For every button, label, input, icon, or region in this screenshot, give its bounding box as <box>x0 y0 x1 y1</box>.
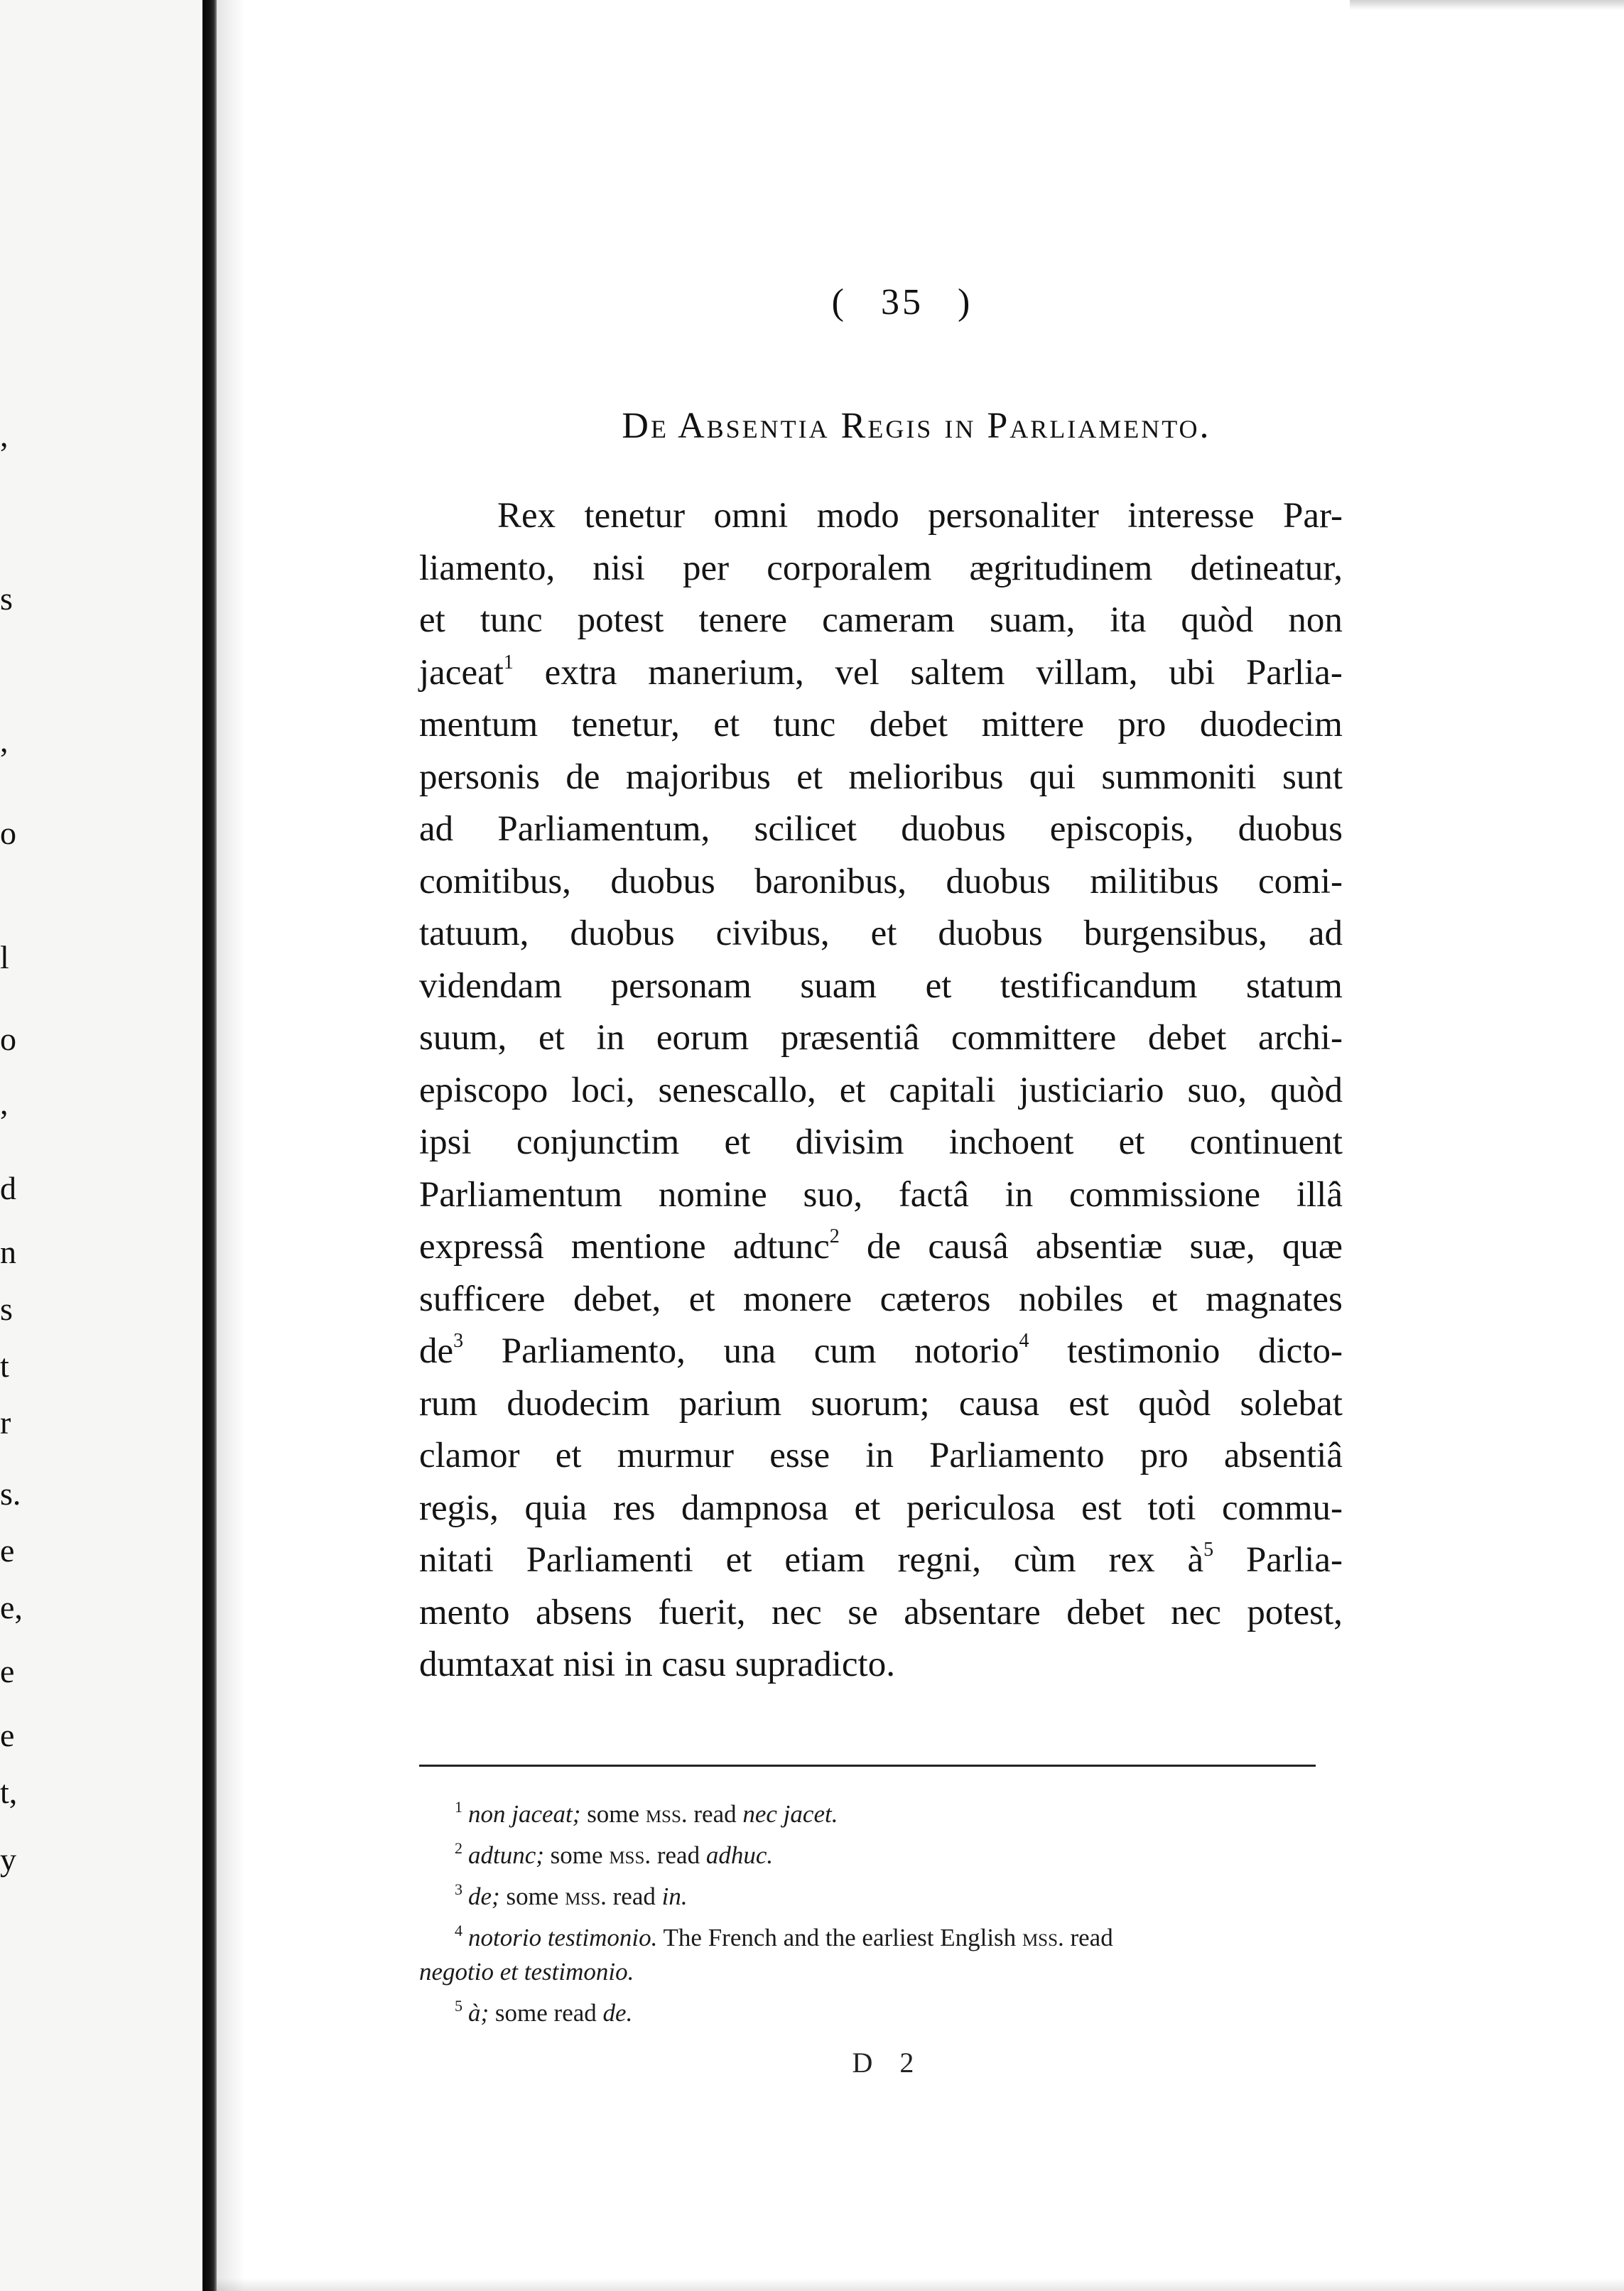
word: et <box>555 1436 582 1475</box>
text-line <box>419 1378 1343 1431</box>
word: solebat <box>1240 1383 1343 1424</box>
footnote-mss: mss. <box>1022 1924 1064 1951</box>
word: Rex <box>497 496 556 536</box>
word: dumtaxat <box>419 1645 554 1684</box>
word: rum <box>419 1383 478 1424</box>
word: Parliamento <box>929 1436 1105 1475</box>
footnote-alt: adhuc. <box>705 1841 774 1869</box>
word: conjunctim <box>516 1122 680 1162</box>
word: cùm <box>1013 1540 1076 1580</box>
word: et <box>839 1070 866 1110</box>
text-line <box>419 543 1343 595</box>
word: cæteros <box>879 1279 991 1319</box>
page-bottom-shadow <box>217 2278 1624 2291</box>
word: de <box>565 757 600 797</box>
word: potest <box>577 600 664 640</box>
signature-mark: D 2 <box>852 2047 924 2079</box>
text-line <box>419 490 1343 543</box>
footnote-term: non jaceat; <box>468 1800 581 1828</box>
word: ubi <box>1169 652 1216 693</box>
word: nobiles <box>1019 1279 1124 1319</box>
word: detineatur, <box>1190 548 1343 588</box>
word: mentione <box>570 1227 706 1267</box>
book-gutter <box>202 0 217 2291</box>
word: etiam <box>784 1540 865 1580</box>
word: tunc <box>480 600 543 640</box>
word: ægritudinem <box>969 548 1153 588</box>
page-number-value: 35 <box>881 282 924 323</box>
footnote-marker: 2 <box>829 1225 840 1247</box>
word: Parliamentum, <box>497 809 710 849</box>
facing-page-fragment: e <box>0 1653 15 1689</box>
word: ad <box>419 809 454 849</box>
word: monere <box>743 1279 852 1319</box>
word: majoribus <box>625 757 771 797</box>
word: qui <box>1029 757 1076 797</box>
word: notorio$^4$ <box>914 1330 1029 1371</box>
word: et <box>870 914 897 953</box>
word: sunt <box>1282 757 1343 797</box>
word: videndam <box>419 965 563 1006</box>
word: nisi <box>592 548 645 588</box>
word: baronibus, <box>754 861 907 901</box>
footnote-text: read <box>553 1999 597 2027</box>
word: in <box>624 1645 653 1684</box>
facing-page-fragment: , <box>0 722 9 759</box>
word: dicto- <box>1258 1331 1343 1371</box>
text-line <box>419 803 1343 856</box>
word: quæ <box>1282 1227 1343 1267</box>
word: melioribus <box>848 757 1004 797</box>
word: scilicet <box>754 809 857 849</box>
footnote-term: adtunc; <box>468 1841 544 1869</box>
word: mentum <box>419 705 538 744</box>
facing-page-fragment: s <box>0 1291 13 1327</box>
word: expressâ <box>419 1227 544 1267</box>
word: continuent <box>1189 1122 1343 1162</box>
word: Parlia- <box>1245 652 1343 693</box>
footnote-mss: mss. <box>645 1800 688 1828</box>
word: modo <box>816 496 899 536</box>
footnote-text: some <box>550 1841 603 1869</box>
word: suum, <box>419 1018 507 1058</box>
word: tunc <box>773 705 836 744</box>
word: duobus <box>946 861 1051 901</box>
word: inchoent <box>948 1122 1074 1162</box>
footnote-text: read <box>693 1800 737 1828</box>
word: quòd <box>1270 1070 1343 1110</box>
footnote <box>419 1989 1316 2030</box>
facing-page-fragment: t, <box>0 1774 18 1810</box>
word: regni, <box>897 1540 982 1580</box>
footnote-term: notorio testimonio. <box>468 1924 658 1951</box>
word: archi- <box>1258 1018 1343 1058</box>
footnote-text: some <box>494 1999 548 2027</box>
word: loci, <box>571 1070 635 1110</box>
word: statum <box>1245 965 1343 1006</box>
word: absentiæ <box>1035 1227 1163 1267</box>
word: suo, <box>1187 1070 1247 1110</box>
word: esse <box>769 1436 830 1475</box>
word: rex <box>1108 1540 1155 1580</box>
text-line <box>419 908 1343 960</box>
facing-page-fragment: s <box>0 580 13 617</box>
word: militibus <box>1090 861 1219 901</box>
word: murmur <box>617 1436 735 1475</box>
word: debet <box>1066 1592 1145 1632</box>
text-line <box>419 1326 1343 1378</box>
word: et <box>724 1122 751 1162</box>
word: in <box>596 1018 625 1058</box>
text-line <box>419 1012 1343 1065</box>
facing-page-fragment: , <box>0 417 9 453</box>
word: mento <box>419 1592 510 1632</box>
facing-page-fragment: s. <box>0 1475 21 1512</box>
footnote-number: 2 <box>455 1839 462 1857</box>
word: civibus, <box>715 914 830 953</box>
word: duobus <box>1238 809 1343 849</box>
footnote-text: read <box>612 1883 656 1910</box>
footnote-term: à; <box>468 1999 489 2027</box>
facing-page-fragment: o <box>0 1021 16 1057</box>
paren-close: ) <box>958 282 973 323</box>
word: absens <box>535 1592 632 1632</box>
word: supradicto. <box>735 1645 895 1684</box>
chapter-title: De Absentia Regis in Parliamento. <box>622 406 1211 446</box>
word: liamento, <box>419 548 556 588</box>
footnote-number: 5 <box>455 1997 462 2015</box>
word: summoniti <box>1101 757 1257 797</box>
word: et <box>538 1018 565 1058</box>
word: et <box>1151 1279 1178 1319</box>
word: sufficere <box>419 1279 546 1319</box>
facing-page-fragment: e <box>0 1717 15 1753</box>
word: nec <box>1171 1592 1221 1632</box>
word: et <box>925 965 952 1006</box>
text-line <box>419 699 1343 752</box>
footnote <box>419 1873 1316 1914</box>
facing-page-fragment: , <box>0 1085 9 1121</box>
word: debet <box>1147 1018 1227 1058</box>
word: ita <box>1110 600 1147 640</box>
word: et <box>419 600 445 640</box>
word: personis <box>419 757 540 797</box>
facing-page-fragment: e, <box>0 1589 23 1625</box>
word: saltem <box>910 652 1005 693</box>
word: et <box>725 1540 752 1580</box>
word: cum <box>813 1331 877 1371</box>
facing-page-fragment: t <box>0 1348 9 1384</box>
word: justiciario <box>1019 1070 1164 1110</box>
word: debet <box>869 705 948 744</box>
text-line <box>419 1117 1343 1169</box>
text-line <box>419 1274 1343 1326</box>
footnote-text: read <box>656 1841 700 1869</box>
page-top-shadow <box>1350 0 1624 10</box>
word: magnates <box>1206 1279 1343 1319</box>
word: interesse <box>1127 496 1255 536</box>
word: episcopis, <box>1049 809 1194 849</box>
word: divisim <box>795 1122 904 1162</box>
text-line <box>419 856 1343 909</box>
word: quòd <box>1181 600 1254 640</box>
footnote-marker: 1 <box>503 651 514 673</box>
facing-page-fragment: d <box>0 1170 16 1206</box>
word: factâ <box>898 1174 969 1215</box>
footnote-marker: 5 <box>1203 1539 1214 1561</box>
word: casu <box>661 1645 727 1684</box>
facing-page-fragment: n <box>0 1234 16 1270</box>
word: quòd <box>1138 1383 1211 1424</box>
text-line <box>419 647 1343 700</box>
footnote-number: 1 <box>455 1798 462 1816</box>
word: et <box>688 1279 715 1319</box>
word: de$^3$ <box>419 1330 464 1371</box>
word: villam, <box>1036 652 1138 693</box>
word: et <box>796 757 823 797</box>
word: est <box>1068 1383 1110 1424</box>
footnote <box>419 1831 1316 1873</box>
word: non <box>1288 600 1343 640</box>
word: mittere <box>981 705 1085 744</box>
word: quia <box>524 1488 588 1528</box>
gutter-shadow <box>217 0 245 2291</box>
word: pro <box>1139 1436 1189 1475</box>
word: duobus <box>938 914 1043 953</box>
facing-page-fragment: e <box>0 1532 15 1569</box>
word: à$^5$ <box>1187 1539 1214 1580</box>
footnote-alt: in. <box>661 1883 688 1910</box>
word: testimonio <box>1067 1331 1220 1371</box>
word: Parliamentum <box>419 1174 623 1215</box>
word: commu- <box>1222 1488 1343 1528</box>
word: personam <box>610 965 752 1006</box>
word: tenetur, <box>571 705 680 744</box>
text-line <box>419 752 1343 804</box>
body-paragraph <box>419 490 1343 1691</box>
word: nec <box>772 1592 822 1632</box>
word: et <box>1118 1122 1145 1162</box>
word: senescallo, <box>658 1070 816 1110</box>
facing-page-fragment: y <box>0 1841 16 1878</box>
word: dampnosa <box>681 1488 828 1528</box>
word: una <box>723 1331 776 1371</box>
word: jaceat$^1$ <box>419 651 514 693</box>
word: duobus <box>610 861 715 901</box>
paren-open: ( <box>831 282 847 323</box>
text-line <box>419 1221 1343 1274</box>
word: cameram <box>822 600 955 640</box>
footnote-rule <box>419 1765 1316 1767</box>
word: Parliamenti <box>526 1540 693 1580</box>
word: suæ, <box>1189 1227 1255 1267</box>
text-line <box>419 960 1343 1013</box>
word: de <box>866 1227 902 1267</box>
word: ipsi <box>419 1122 472 1162</box>
facing-page-edge <box>0 0 202 2291</box>
footnote-marker: 4 <box>1019 1330 1029 1352</box>
word: Parlia- <box>1246 1540 1343 1580</box>
footnote-marker: 3 <box>453 1330 464 1352</box>
word: in <box>865 1436 894 1475</box>
word: suorum; <box>811 1383 930 1424</box>
word: debet, <box>573 1279 661 1319</box>
word: per <box>683 548 730 588</box>
word: in <box>1005 1174 1034 1215</box>
facing-page-fragment: o <box>0 815 16 851</box>
word: testificandum <box>1000 965 1198 1006</box>
word: burgensibus, <box>1083 914 1267 953</box>
footnote-alt: de. <box>602 1999 633 2027</box>
word: pro <box>1117 705 1166 744</box>
word: nitati <box>419 1540 494 1580</box>
word: comitibus, <box>419 861 571 901</box>
word: res <box>612 1488 656 1528</box>
word: potest, <box>1247 1592 1343 1632</box>
word: fuerit, <box>658 1592 746 1632</box>
word: periculosa <box>906 1488 1056 1528</box>
word: absentare <box>904 1592 1041 1632</box>
word: extra <box>544 652 617 693</box>
footnote-text: some <box>506 1883 559 1910</box>
text-line <box>419 1534 1343 1587</box>
word: comi- <box>1258 861 1343 901</box>
text-line <box>419 595 1343 647</box>
word: nisi <box>563 1645 616 1684</box>
word: absentiâ <box>1223 1436 1343 1475</box>
text-line <box>419 1587 1343 1640</box>
word: corporalem <box>767 548 932 588</box>
word: causa <box>958 1383 1040 1424</box>
word: nomine <box>658 1174 767 1215</box>
word: et <box>713 705 740 744</box>
facing-page-fragment: l <box>0 939 9 975</box>
word: se <box>848 1592 878 1632</box>
word: vel <box>835 652 879 693</box>
facing-page-fragment: r <box>0 1404 11 1441</box>
word: capitali <box>889 1070 996 1110</box>
word: episcopo <box>419 1070 548 1110</box>
word: eorum <box>656 1018 749 1058</box>
footnote-number: 3 <box>455 1880 462 1898</box>
word: omni <box>713 496 789 536</box>
text-line <box>419 1430 1343 1483</box>
word: parium <box>678 1383 782 1424</box>
footnote-alt: negotio et testimonio. <box>419 1958 634 1986</box>
word: personaliter <box>928 496 1099 536</box>
word: tenetur <box>584 496 686 536</box>
word: præsentiâ <box>780 1018 920 1058</box>
word: et <box>854 1488 881 1528</box>
footnotes <box>419 1790 1316 2030</box>
word: regis, <box>419 1488 499 1528</box>
footnote-text: some <box>587 1800 640 1828</box>
text-line <box>419 1169 1343 1222</box>
page-number <box>710 281 1094 323</box>
word: causâ <box>928 1227 1009 1267</box>
word: duobus <box>570 914 675 953</box>
word: adtunc$^2$ <box>732 1225 840 1267</box>
word: Parliamento, <box>501 1331 686 1371</box>
word: tenere <box>698 600 788 640</box>
word: toti <box>1147 1488 1196 1528</box>
footnote-text: read <box>1070 1924 1113 1951</box>
word: duodecim <box>1199 705 1343 744</box>
footnote-alt: nec jacet. <box>742 1800 838 1828</box>
word: illâ <box>1296 1174 1343 1215</box>
word: duodecim <box>507 1383 650 1424</box>
word: tatuum, <box>419 914 529 953</box>
word: duobus <box>901 809 1006 849</box>
word: est <box>1081 1488 1122 1528</box>
footnote-term: de; <box>468 1883 500 1910</box>
footnote-mss: mss. <box>565 1883 607 1910</box>
word: commissione <box>1068 1174 1261 1215</box>
word: clamor <box>419 1436 520 1475</box>
footnote-mss: mss. <box>609 1841 651 1869</box>
footnote <box>419 1790 1316 1831</box>
word: ad <box>1308 914 1343 953</box>
text-line <box>419 1483 1343 1535</box>
word: Par- <box>1283 496 1343 536</box>
footnote-text: The French and the earliest English <box>663 1924 1017 1951</box>
word: committere <box>951 1018 1117 1058</box>
word: suam <box>800 965 877 1006</box>
word: suam, <box>989 600 1076 640</box>
footnote <box>419 1914 1316 1989</box>
text-line <box>419 1065 1343 1117</box>
word: suo, <box>803 1174 863 1215</box>
word: manerium, <box>648 652 804 693</box>
footnote-number: 4 <box>455 1922 462 1939</box>
text-line <box>419 1639 1343 1691</box>
